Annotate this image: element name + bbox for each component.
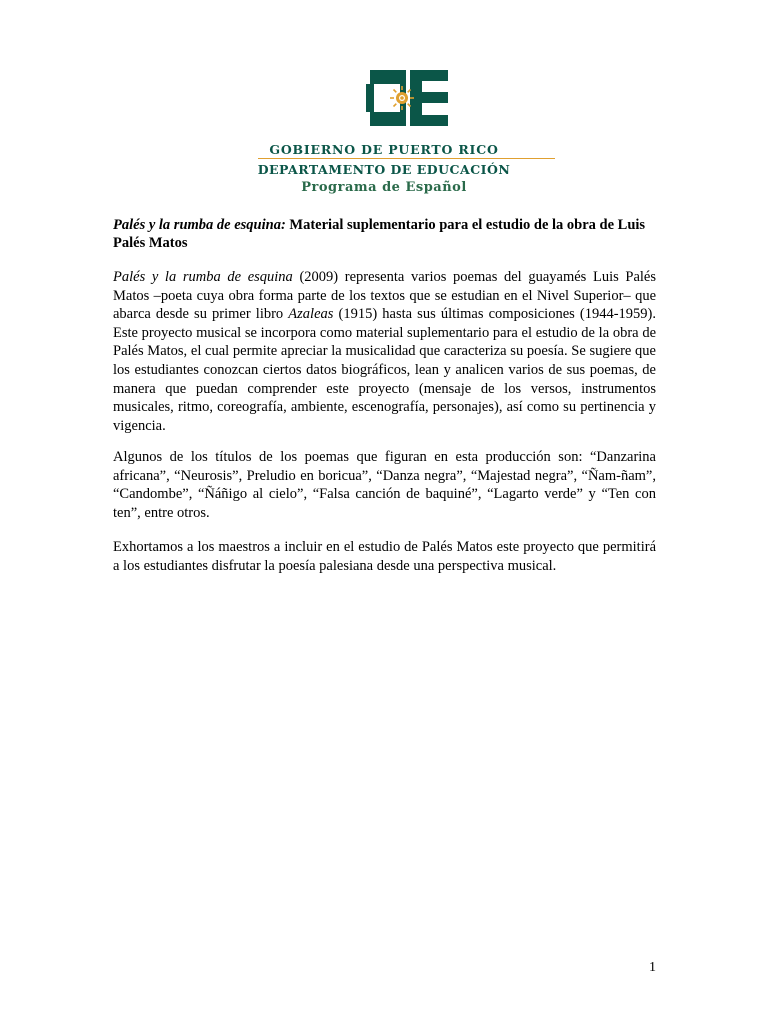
title-bold: Material suplementario para el estudio de la obra de Luis Palés Matos <box>113 217 646 251</box>
de-logo <box>366 70 448 126</box>
paragraph-titles: Algunos de los títulos de los poemas que figuran en esta producción son: “Danzarina africana”, “Neurosis”, Preludio en boricua”, “Danza negra”, “Majestad negra”, “Ñam-ñam”, “Candombe”, “Ñáñigo al cielo”, “Falsa canción de baquiné”, “Lagarto verde” y “Ten con ten”, entre otros. <box>113 449 656 521</box>
page-number: 1 <box>649 960 656 975</box>
program-heading: Programa de Español <box>301 180 467 195</box>
paragraph-exhortation: Exhortamos a los maestros a incluir en el estudio de Palés Matos este proyecto que permitirá a los estudiantes disfrutar la poesía palesiana desde una perspectiva musical. <box>113 539 656 574</box>
book-title: Azaleas <box>288 306 334 323</box>
header-divider <box>258 158 555 159</box>
intro-text-b: (1915) hasta sus últimas composiciones (1944-1959). Este proyecto musical se incorpora como material suplementario para el estudio de la obra de Palés Matos, el cual permite apreciar la musicalidad que caracteriza su poesía. Se sugiere que los estudiantes conozcan ciertos datos biográficos, lean y analicen varios de sus poemas, de manera que puedan comprender este proyecto (mensaje de los versos, instrumentos musicales, ritmo, coreografía, ambiente, escenografía, personajes), así como su pertinencia y vigencia. <box>113 306 657 434</box>
document-title <box>113 216 659 252</box>
government-heading: GOBIERNO DE PUERTO RICO <box>269 142 499 157</box>
intro-text-a: (2009) representa varios poemas del guayamés Luis Palés Matos –poeta cuya obra forma parte de los textos que se estudian en el Nivel Superior– que abarca desde su primer libro <box>113 269 656 323</box>
department-heading: DEPARTAMENTO DE EDUCACIÓN <box>257 162 511 177</box>
paragraph-intro <box>113 268 656 435</box>
title-italic: Palés y la rumba de esquina: <box>113 217 286 233</box>
work-title: Palés y la rumba de esquina <box>113 269 293 285</box>
